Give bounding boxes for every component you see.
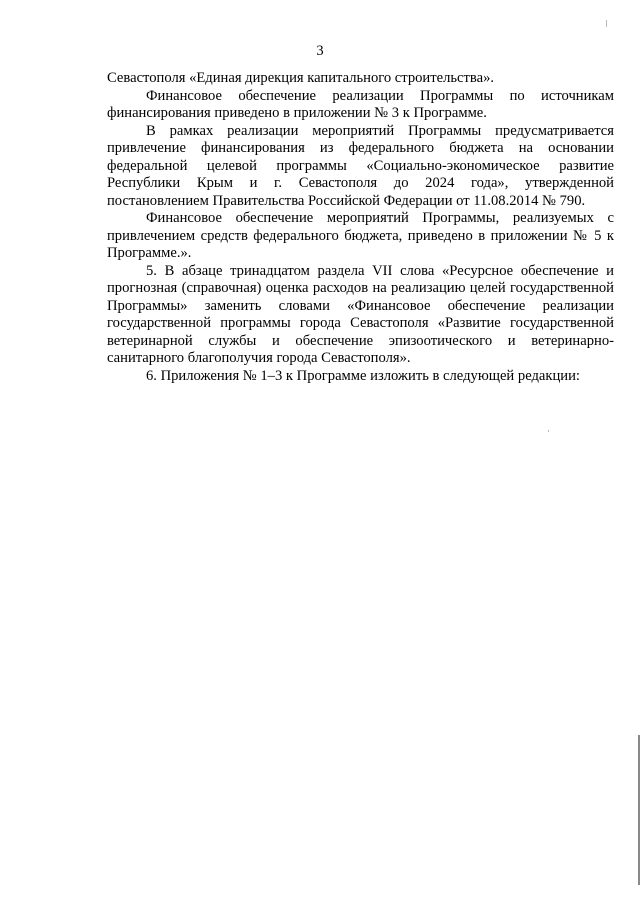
scan-speck [606, 20, 607, 27]
document-body [107, 70, 614, 385]
paragraph-item-5: 5. В абзаце тринадцатом раздела VII слова «Ресурсное обеспечение и прогнозная (справочная) оценка расходов на реализацию целей государственной Программы» заменить словами «Финансовое обеспечение реализации государственной программы города Севастополя «Развитие государственной ветеринарной службы и обеспечение эпизоотического и ветеринарно-санитарного благополучия города Севастополя». [107, 262, 614, 366]
paragraph-financing-sources: Финансовое обеспечение реализации Программы по источникам финансирования приведено в приложении № 3 к Программе. [107, 87, 614, 121]
paragraph-item-6: 6. Приложения № 1–3 к Программе изложить в следующей редакции: [146, 367, 580, 384]
page-number: 3 [316, 43, 324, 59]
paragraph-federal-budget: В рамках реализации мероприятий Программы предусматривается привлечение финансирования из федерального бюджета на основании федеральной целевой программы «Социально-экономическое развитие Республики Крым и г. Севастополя до 2024 года», утвержденной постановлением Правительства Российской Федерации от 11.08.2014 № 790. [107, 122, 614, 209]
paragraph-federal-measures: Финансовое обеспечение мероприятий Программы, реализуемых с привлечением средств федерального бюджета, приведено в приложении № 5 к Программе.». [107, 210, 614, 261]
paragraph-continuation: Севастополя «Единая дирекция капитального строительства». [107, 70, 495, 86]
scan-speck [548, 430, 549, 432]
